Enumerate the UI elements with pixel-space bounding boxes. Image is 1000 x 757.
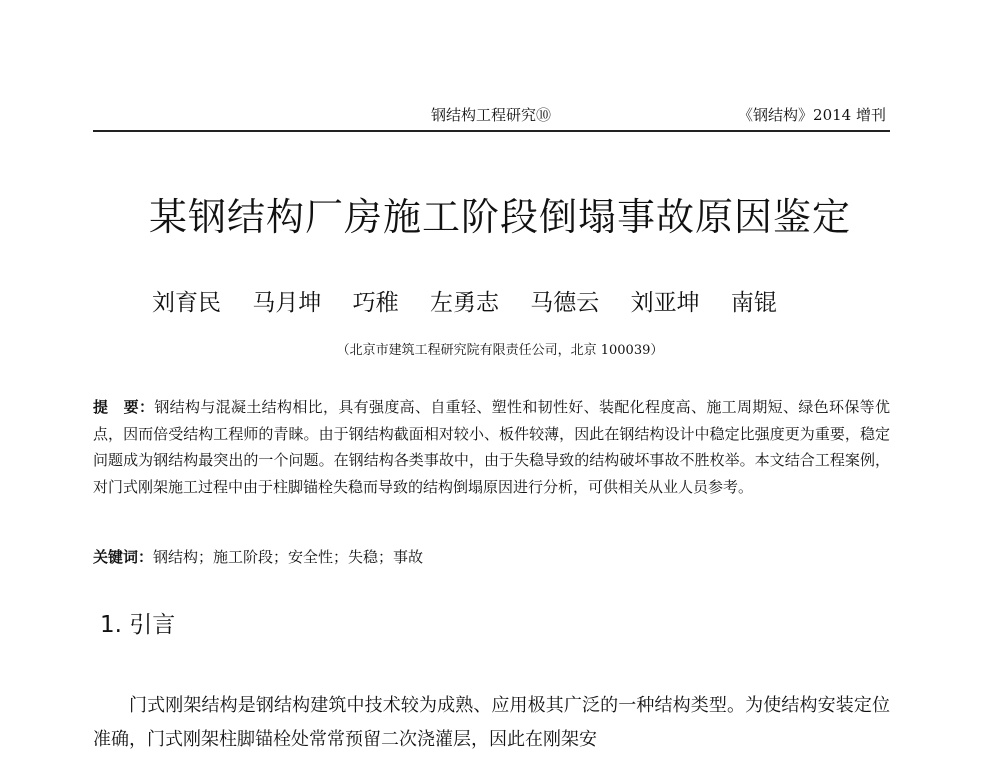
abstract-text: 钢结构与混凝土结构相比，具有强度高、自重轻、塑性和韧性好、装配化程度高、施工周期短、绿色环保等优点，因而倍受结构工程师的青睐。由于钢结构截面相对较小、板件较薄，因此在钢结构设计中稳定比强度更为重要，稳定问题成为钢结构最突出的一个问题。在钢结构各类事故中，由于失稳导致的结构破坏事故不胜枚举。本文结合工程案例，对门式刚架施工过程中由于柱脚锚栓失稳而导致的结构倒塌原因进行分析，可供相关从业人员参考。 [93, 398, 890, 496]
running-header [93, 100, 890, 132]
keywords [93, 546, 890, 567]
series-name: 钢结构工程研究⑩ [431, 106, 552, 124]
author-name: 南锟 [730, 290, 777, 316]
section-heading: 1. 引言 [100, 612, 176, 638]
affiliation: （北京市建筑工程研究院有限责任公司，北京 100039） [336, 343, 664, 358]
author-list [152, 284, 801, 317]
keywords-text: 钢结构；施工阶段；安全性；失稳；事故 [153, 548, 424, 566]
author-name: 左勇志 [429, 290, 499, 316]
abstract [93, 394, 890, 500]
keywords-label: 关键词： [93, 548, 154, 566]
author-name: 刘亚坤 [630, 290, 700, 316]
abstract-label: 提 要： [93, 398, 155, 416]
journal-name: 《钢结构》2014 增刊 [738, 106, 886, 124]
author-name: 马德云 [530, 290, 600, 316]
paper-title: 某钢结构厂房施工阶段倒塌事故原因鉴定 [148, 195, 851, 239]
author-name: 巧稚 [352, 290, 399, 316]
body-paragraph: 门式刚架结构是钢结构建筑中技术较为成熟、应用极其广泛的一种结构类型。为使结构安装定位准确，门式刚架柱脚锚栓处常常预留二次浇灌层，因此在刚架安 [93, 695, 890, 750]
author-name: 马月坤 [252, 290, 322, 316]
author-name: 刘育民 [152, 290, 221, 316]
